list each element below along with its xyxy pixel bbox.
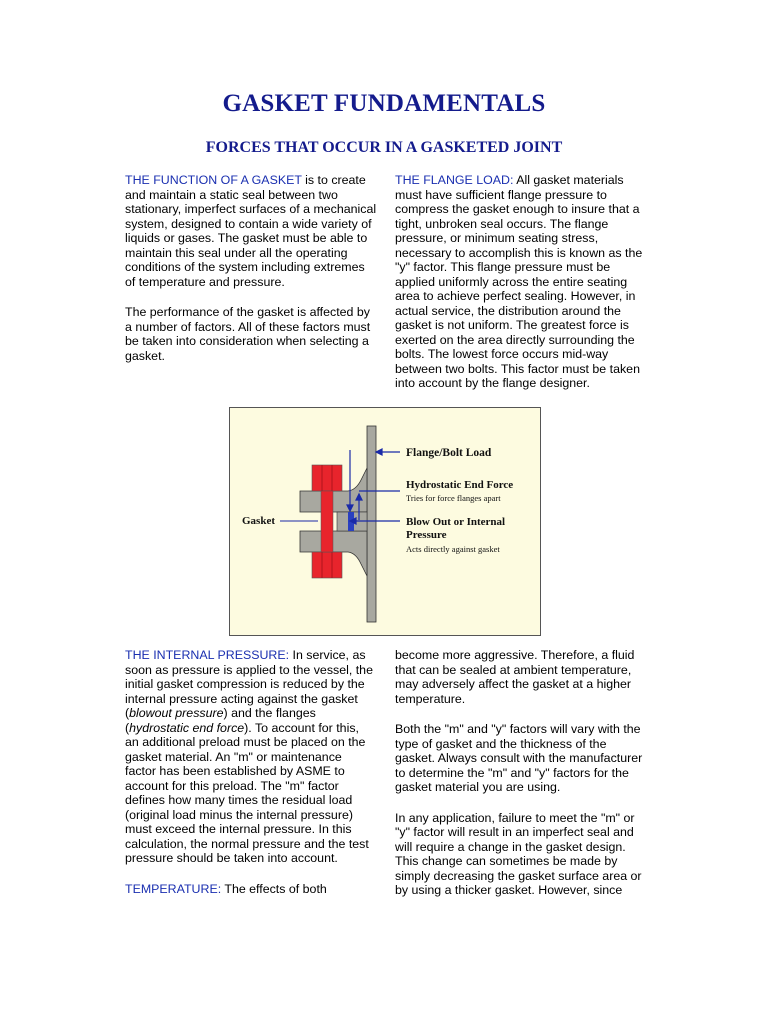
factors-vary-paragraph: Both the "m" and "y" factors will vary with the type of gasket and the thickness of the gasket. Always consult with the manufacturer to determine the "m" and "y" factors for the gasket material you are using. — [395, 722, 643, 794]
temperature-paragraph — [125, 882, 375, 897]
bottom-left-column — [125, 648, 375, 912]
flange-load-text: All gasket materials must have sufficient flange pressure to compress the gasket enough to insure that a tight, unbroken seal occurs. The flange pressure, or minimum seating stress, necessary to accomplish this is known as the "y" factor. This flange pressure must be applied uniformly across the entire seating area to achieve perfect sealing. However, in actual service, the distribution around the gasket is not uniform. The greatest force is exerted on the area directly surrounding the bolts. The lowest force occurs mid-way between two bolts. This factor must be taken into account by the flange designer. — [395, 173, 643, 390]
failure-paragraph: In any application, failure to meet the "m" or "y" factor will result in an imperfect seal and will require a change in the gasket design. This change can sometimes be made by simply decreasing the gasket surface area or by using a thicker gasket. However, since — [395, 810, 642, 897]
bottom-right-column — [395, 648, 645, 914]
gasket-label: Gasket — [242, 515, 275, 527]
bolt-shank — [321, 491, 333, 552]
blowout-pressure-italic: blowout pressure — [129, 706, 224, 720]
hydrostatic-end-force-italic: hydrostatic end force — [129, 720, 245, 735]
bolt-head-top — [312, 465, 342, 491]
bolt-head-bottom — [312, 552, 342, 578]
flange-bolt-load-label: Flange/Bolt Load — [406, 447, 492, 459]
page-subtitle: FORCES THAT OCCUR IN A GASKETED JOINT — [205, 139, 563, 156]
function-paragraph — [125, 173, 377, 289]
gasket-diagram-frame — [229, 407, 541, 636]
temperature-continued-paragraph: become more aggressive. Therefore, a fluid that can be sealed at ambient temperature, may adversely affect the gasket at a higher temperature. — [395, 648, 635, 706]
temperature-text: The effects of both — [221, 881, 327, 896]
page-title: GASKET FUNDAMENTALS — [222, 90, 546, 117]
top-right-column — [395, 173, 645, 407]
flange-load-paragraph — [395, 173, 645, 391]
hydrostatic-label: Hydrostatic End Force — [406, 479, 514, 491]
performance-paragraph: The performance of the gasket is affected by a number of factors. All of these factors must be taken into consideration when selecting a gasket. — [125, 305, 371, 363]
gasket-diagram — [230, 408, 540, 635]
internal-pressure-label: THE INTERNAL PRESSURE: — [125, 648, 290, 662]
flange-plate — [367, 426, 376, 622]
blowout-label-line2: Pressure — [406, 529, 447, 541]
blowout-sublabel: Acts directly against gasket — [406, 544, 500, 554]
internal-pressure-paragraph: THE INTERNAL PRESSURE: In service, as soon as pressure is applied to the vessel, the initial gasket compression is reduced by the internal pressure acting against the gasket (blowout pressure) and the flanges (hydrostatic end force). To account for this, an additional preload must be placed on the gasket material. An "m" or maintenance factor has been established by ASME to account for this preload. The "m" factor defines how many times the residual load (original load minus the internal pressure) must exceed the internal pressure. In this calculation, the normal pressure and the test pressure should be taken into account. — [125, 648, 373, 865]
top-left-column — [125, 173, 377, 379]
hydrostatic-sublabel: Tries for force flanges apart — [406, 493, 501, 503]
blowout-label-line1: Blow Out or Internal — [406, 516, 506, 528]
flange-load-label: THE FLANGE LOAD: — [395, 173, 514, 187]
function-label: THE FUNCTION OF A GASKET — [125, 173, 302, 187]
temperature-label: TEMPERATURE: — [125, 881, 222, 896]
function-text: is to create and maintain a static seal between two stationary, imperfect surfaces of a mechanical system, designed to contain a wide variety of liquids or gases. The gasket must be able to maintain this seal under all the operating conditions of the system including extremes of temperature and pressure. — [125, 173, 377, 289]
